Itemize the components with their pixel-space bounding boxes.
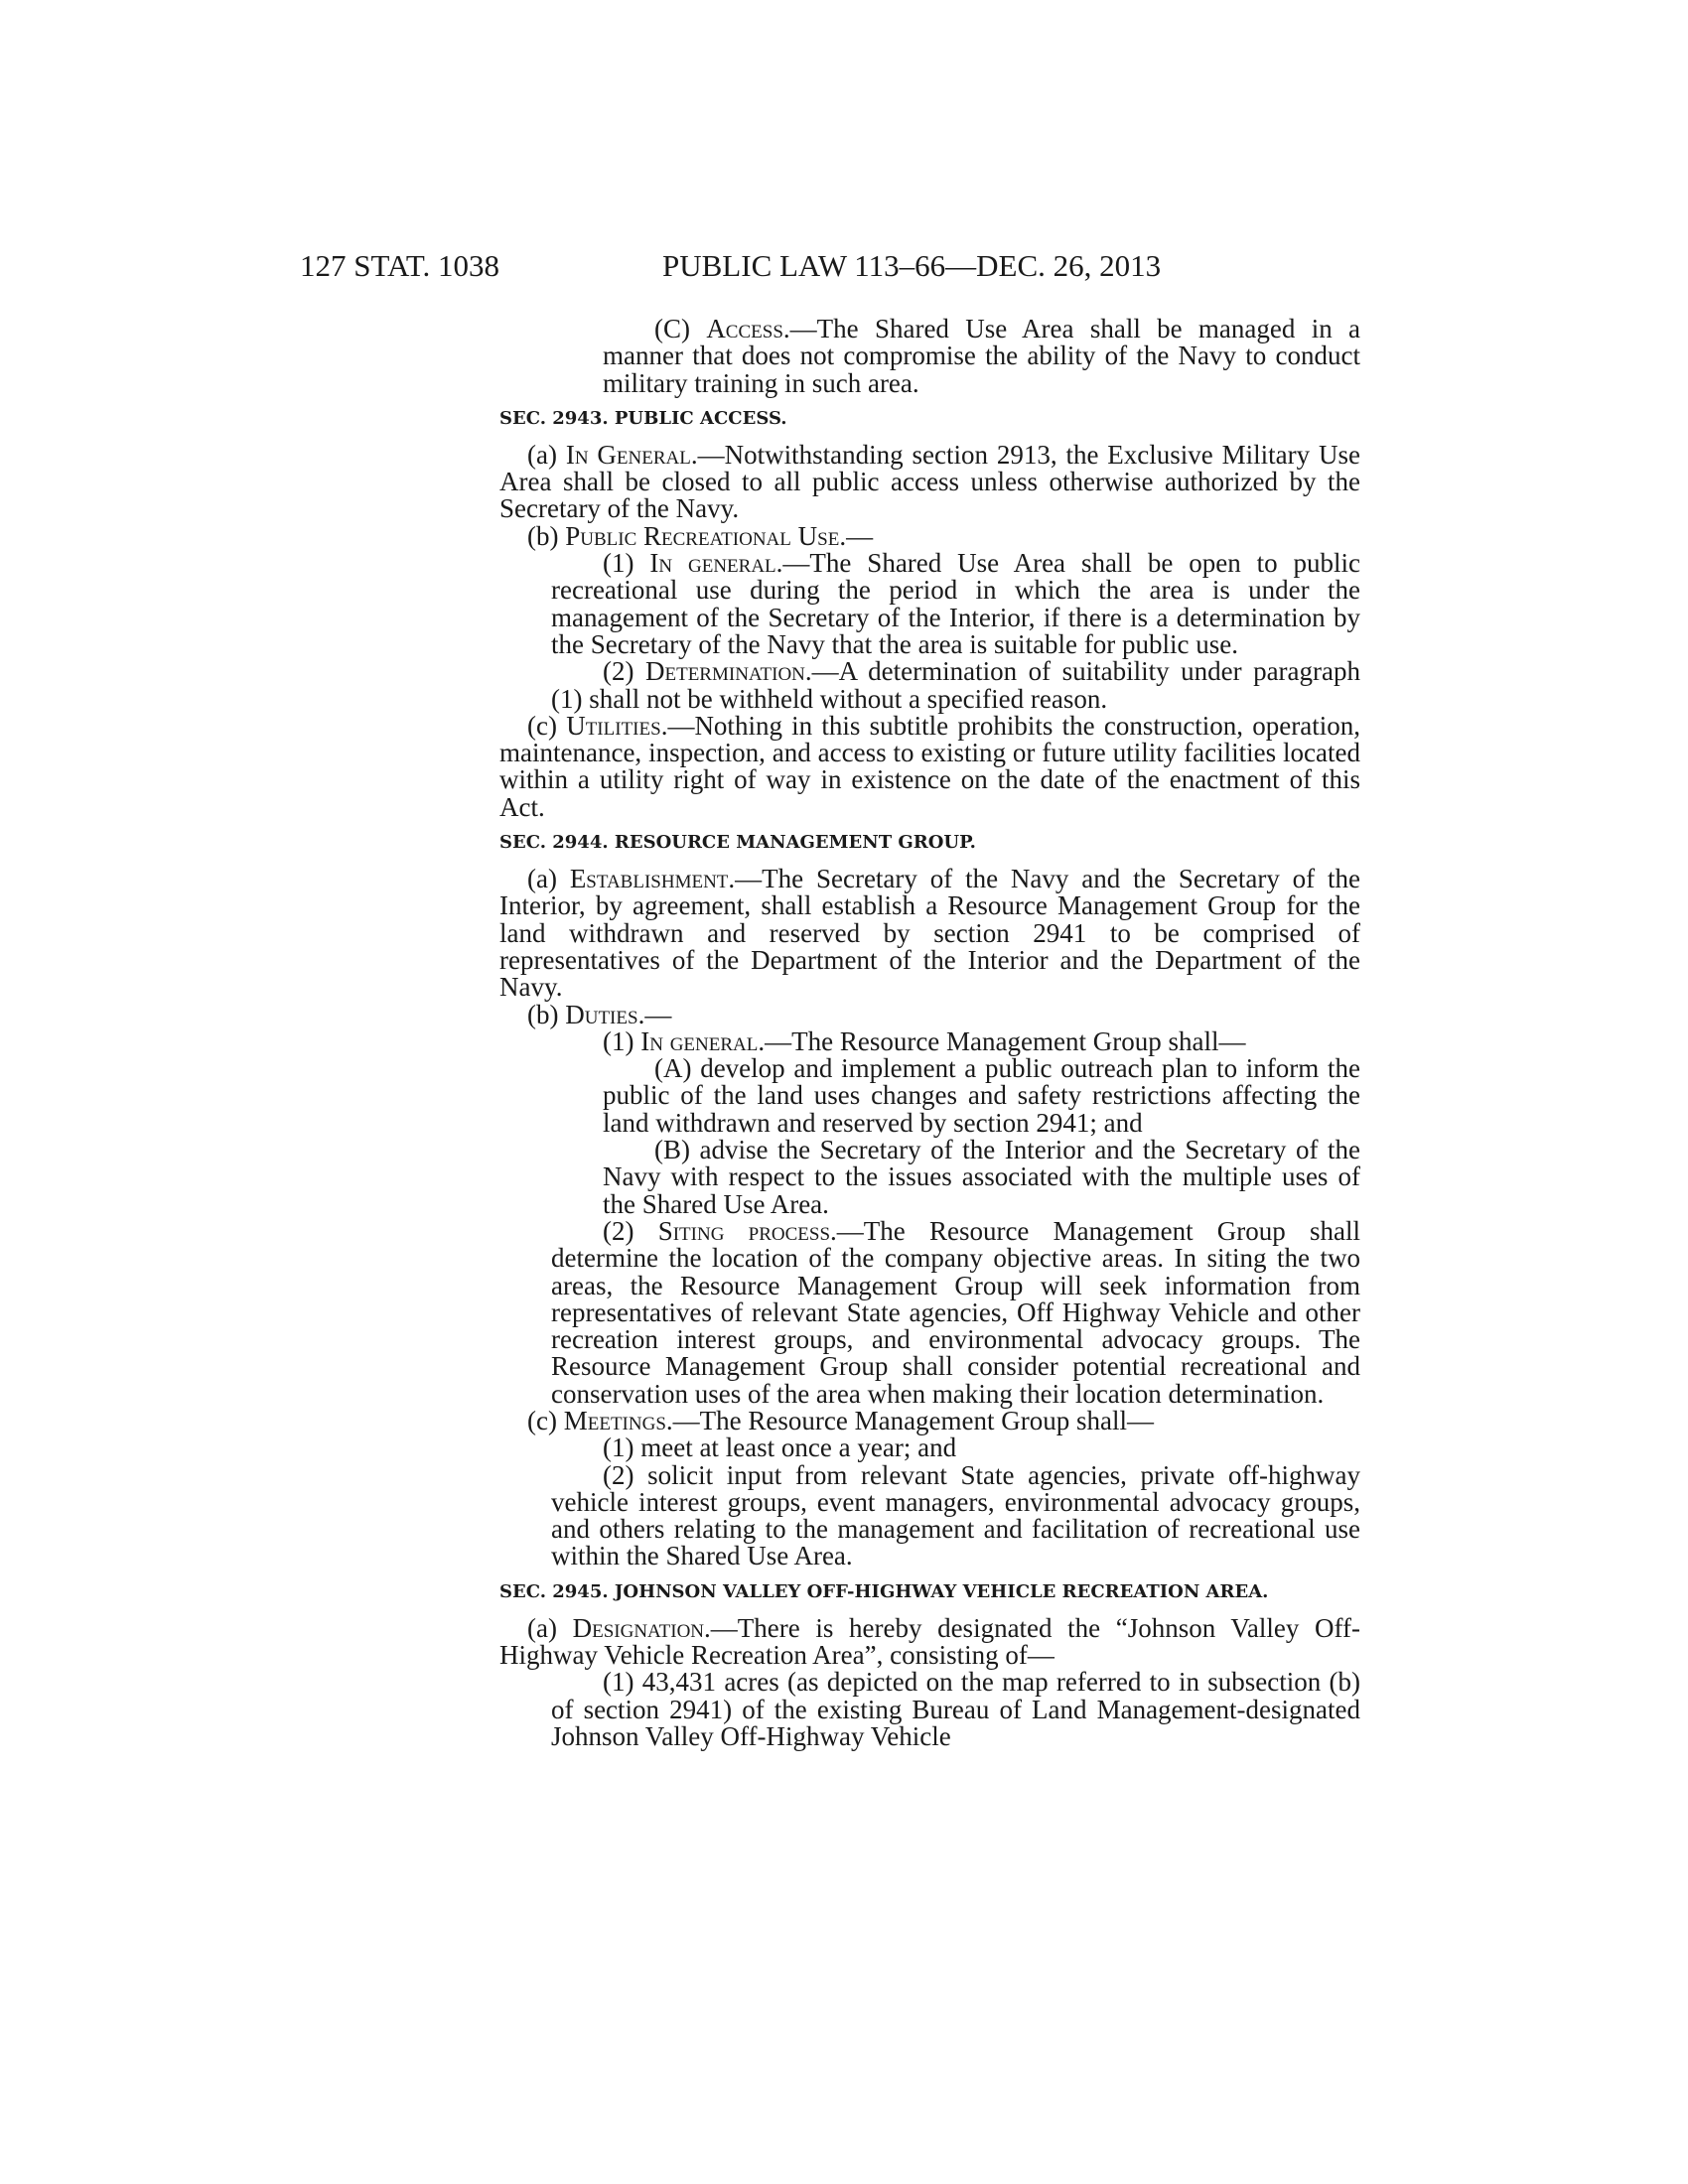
section-heading-2944: SEC. 2944. RESOURCE MANAGEMENT GROUP. — [499, 832, 976, 854]
sec2943-subsection-a: (a) In General.—Notwithstanding section 2913, the Exclusive Military Use Area shall be closed to all public access unless otherwise authorized by the Secretary of the Navy. — [499, 439, 1360, 524]
paragraph-c-access: (C) Access.—The Shared Use Area shall be managed in a manner that does not compromise the ability of the Navy to conduct military training in such area. — [603, 314, 1360, 398]
section-heading-2945: SEC. 2945. JOHNSON VALLEY OFF-HIGHWAY VEHICLE RECREATION AREA. — [499, 1580, 1269, 1602]
sec2944-paragraph-b2: (2) Siting process.—The Resource Management Group shall determine the location of the company objective areas. In siting the two areas, the Resource Management Group will seek information from representatives of relevant State agencies, Off Highway Vehicle and other recreation interest groups, and environmental advocacy groups. The Resource Management Group shall consider potential recreational and conservation uses of the area when making their location determination. — [551, 1215, 1360, 1409]
sec2943-subsection-c: (c) Utilities.—Nothing in this subtitle prohibits the construction, operation, maintenance, inspection, and access to existing or future utility facilities located within a utility right of way in existence on the date of the enactment of this Act. — [499, 710, 1360, 822]
section-heading-2943: SEC. 2943. PUBLIC ACCESS. — [499, 407, 787, 429]
sec2943-paragraph-b2: (2) Determination.—A determination of suitability under paragraph (1) shall not be withheld without a specified reason. — [551, 656, 1361, 714]
sec2943-paragraph-b1: (1) In general.—The Shared Use Area shall be open to public recreational use during the period in which the area is under the management of the Secretary of the Interior, if there is a determination by the Secretary of the Navy that the area is suitable for public use. — [551, 548, 1361, 659]
sec2944-subsection-c: (c) Meetings.—The Resource Management Group shall— — [527, 1405, 1155, 1435]
stat-citation: 127 STAT. 1038 — [300, 248, 500, 283]
sec2944-subsection-b: (b) Duties.— — [527, 999, 672, 1029]
page-title: PUBLIC LAW 113–66—DEC. 26, 2013 — [662, 248, 1162, 283]
sec2944-paragraph-c2: (2) solicit input from relevant State agencies, private off-highway vehicle interest groups, event managers, environmental advocacy groups, and others relating to the management and facilitation of recreational use within the Shared Use Area. — [551, 1459, 1360, 1571]
sec2944-paragraph-b1: (1) In general.—The Resource Management Group shall— — [603, 1025, 1246, 1056]
sec2945-subsection-a: (a) Designation.—There is hereby designated the “Johnson Valley Off-Highway Vehicle Recreation Area”, consisting of— — [499, 1612, 1360, 1671]
sec2943-subsection-b: (b) Public Recreational Use.— — [527, 520, 874, 551]
sec2945-paragraph-a1: (1) 43,431 acres (as depicted on the map referred to in subsection (b) of section 2941) of the existing Bureau of Land Management-designated Johnson Valley Off-Highway Vehicle — [551, 1667, 1360, 1751]
sec2944-subsection-a: (a) Establishment.—The Secretary of the Navy and the Secretary of the Interior, by agreement, shall establish a Resource Management Group for the land withdrawn and reserved by section 2941 to be comprised of representatives of the Department of the Interior and the Department of the Navy. — [499, 864, 1360, 1003]
sec2944-subparagraph-b1A: (A) develop and implement a public outreach plan to inform the public of the land uses changes and safety restrictions affecting the land withdrawn and reserved by section 2941; and — [603, 1053, 1360, 1138]
sec2944-subparagraph-b1B: (B) advise the Secretary of the Interior and the Secretary of the Navy with respect to the issues associated with the multiple uses of the Shared Use Area. — [603, 1135, 1360, 1219]
document-body — [499, 316, 1360, 1750]
sec2944-paragraph-c1: (1) meet at least once a year; and — [603, 1433, 957, 1463]
